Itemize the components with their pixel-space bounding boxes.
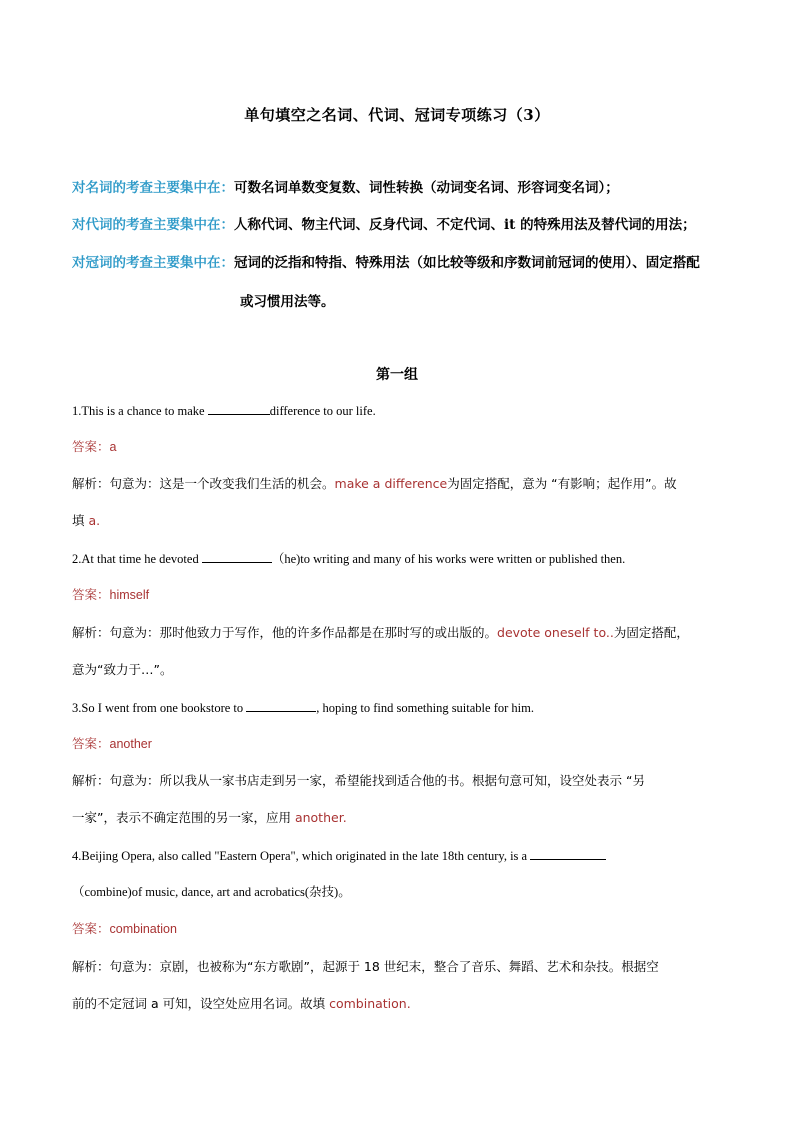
intro-pronoun-label: 对代词的考查主要集中在： xyxy=(72,217,234,233)
explanation-1-text-a: 解析：句意为：这是一个改变我们生活的机会。 xyxy=(72,476,335,491)
question-4-blank[interactable] xyxy=(530,846,606,860)
intro-noun-text: 可数名词单数变复数、词性转换（动词变名词、形容词变名词）； xyxy=(234,180,619,196)
answer-1-value: a xyxy=(109,440,117,454)
intro-article-label: 对冠词的考查主要集中在： xyxy=(72,255,234,271)
answer-1 xyxy=(72,438,724,456)
intro-article xyxy=(72,253,732,273)
question-3-text-a: 3.So I went from one bookstore to xyxy=(72,701,247,715)
explanation-3-line-1 xyxy=(72,772,724,790)
question-3 xyxy=(72,698,724,717)
explanation-1-text-c: 为固定搭配，意为 “有影响；起作用”。故 xyxy=(447,476,677,491)
question-4-line-2 xyxy=(72,883,724,901)
question-4-text-a: 4.Beijing Opera, also called "Eastern Opera", which originated in the late 18th century, is a xyxy=(72,849,531,863)
question-1-text-a: 1.This is a chance to make xyxy=(72,404,208,418)
group-title: 第一组 xyxy=(376,367,418,383)
answer-2-label: 答案： xyxy=(72,588,110,602)
explanation-2-text-d: 意为“致力于…”。 xyxy=(72,662,173,677)
explanation-4-line-1 xyxy=(72,958,724,976)
question-4-text-b: （combine)of music, dance, art and acrobatics(杂技)。 xyxy=(72,885,351,899)
answer-2 xyxy=(72,586,724,604)
answer-4-label: 答案： xyxy=(72,922,110,936)
question-3-blank[interactable] xyxy=(246,698,316,712)
explanation-4-text-a: 解析：句意为：京剧，也被称为“东方歌剧”，起源于 18 世纪末，整合了音乐、舞蹈、艺术和杂技。根据空 xyxy=(72,959,659,974)
explanation-2-line-2 xyxy=(72,661,724,679)
explanation-2-text-c: 为固定搭配， xyxy=(613,625,689,640)
intro-pronoun-text: 人称代词、物主代词、反身代词、不定代词、it 的特殊用法及替代词的用法； xyxy=(234,217,696,233)
explanation-1-line-2 xyxy=(72,512,724,530)
question-1-blank[interactable] xyxy=(208,401,270,415)
explanation-3-line-2 xyxy=(72,809,724,827)
question-2-text-a: 2.At that time he devoted xyxy=(72,552,202,566)
question-4 xyxy=(72,846,724,865)
answer-4-value: combination xyxy=(109,922,177,936)
explanation-2-text-a: 解析：句意为：那时他致力于写作，他的许多作品都是在那时写的或出版的。 xyxy=(72,625,498,640)
page-title: 单句填空之名词、代词、冠词专项练习（3） xyxy=(244,106,550,124)
intro-noun-label: 对名词的考查主要集中在： xyxy=(72,180,234,196)
answer-4 xyxy=(72,920,724,938)
answer-3 xyxy=(72,735,724,753)
question-2-text-b: （he)to writing and many of his works were written or published then. xyxy=(271,552,626,566)
intro-article-continued: 或习惯用法等。 xyxy=(240,294,335,310)
question-1-text-b: difference to our life. xyxy=(269,404,376,418)
answer-1-label: 答案： xyxy=(72,440,110,454)
explanation-4-line-2 xyxy=(72,995,724,1013)
intro-noun xyxy=(72,178,732,198)
explanation-3-text-d: 一家”，表示不确定范围的另一家，应用 xyxy=(72,810,295,825)
explanation-4-answer: combination. xyxy=(329,996,411,1011)
answer-3-value: another xyxy=(109,737,152,751)
explanation-2-phrase: devote oneself to.. xyxy=(497,625,614,640)
explanation-1-line-1 xyxy=(72,475,724,493)
answer-2-value: himself xyxy=(109,588,150,602)
answer-3-label: 答案： xyxy=(72,737,110,751)
explanation-4-text-d: 前的不定冠词 a 可知，设空处应用名词。故填 xyxy=(72,996,330,1011)
explanation-2-line-1 xyxy=(72,624,724,642)
intro-article-text: 冠词的泛指和特指、特殊用法（如比较等级和序数词前冠词的使用）、固定搭配 xyxy=(234,255,700,271)
question-2-blank[interactable] xyxy=(202,549,272,563)
question-1 xyxy=(72,401,724,420)
explanation-3-answer: another. xyxy=(294,810,347,825)
intro-pronoun xyxy=(72,215,732,235)
explanation-1-answer: a. xyxy=(88,513,101,528)
question-2 xyxy=(72,549,724,568)
question-3-text-b: , hoping to find something suitable for him. xyxy=(316,701,534,715)
explanation-1-phrase: make a difference xyxy=(334,476,448,491)
explanation-3-text-a: 解析：句意为：所以我从一家书店走到另一家，希望能找到适合他的书。根据句意可知，设空处表示 “另 xyxy=(72,773,645,788)
explanation-1-text-d: 填 xyxy=(72,513,89,528)
